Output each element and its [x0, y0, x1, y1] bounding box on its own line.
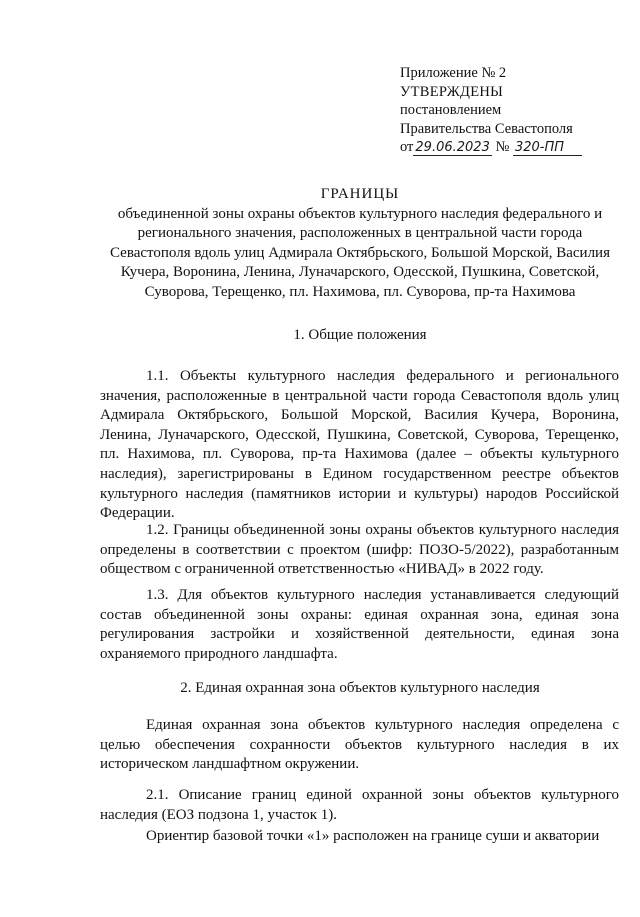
government-label: Правительства Севастополя — [400, 120, 573, 137]
resolution-date: 29.06.2023 — [415, 140, 490, 155]
paragraph-2-1-continuation: Ориентир базовой точки «1» расположен на границе суши и акватории — [146, 828, 600, 844]
document-title — [100, 185, 620, 302]
approved-label: УТВЕРЖДЕНЫ — [400, 83, 504, 100]
number-prefix: № — [495, 139, 510, 155]
resolution-label: постановлением — [400, 102, 502, 118]
resolution-date-line — [400, 138, 630, 158]
paragraph-1-1: 1.1. Объекты культурного наследия федерального и регионального значения, расположенные в центральной части города Севастополя вдоль улиц Адмирала Октябрьского, Большой Морской, Василия Кучера, Воронина, Ленина, Луначарского, Одесской, Пушкина, Советской, Суворова, Терещенко, пл. Нахимова, пл. Суворова, пр-та Нахимова (далее – объекты культурного наследия), зарегистрированы в Едином государственном реестре объектов культурного наследия (памятников истории и культуры) народов Российской Федерации. — [100, 368, 619, 522]
title-heading: ГРАНИЦЫ — [320, 186, 400, 202]
paragraph-2-intro: Единая охранная зона объектов культурного наследия определена с целью обеспечения сохранности объектов культурного наследия в их историческом ландшафтном окружении. — [100, 717, 619, 773]
appendix-number: Приложение № 2 — [400, 65, 507, 81]
paragraph-1-3: 1.3. Для объектов культурного наследия устанавливается следующий состав объединенной зоны охраны: единая охранная зона, единая зона регулирования застройки и хозяйственной деятельности, единая зона охраняемого природного ландшафта. — [100, 587, 619, 662]
approval-stamp — [400, 64, 630, 158]
section-1-heading: 1. Общие положения — [293, 327, 427, 343]
paragraph-1-2: 1.2. Границы объединенной зоны охраны объектов культурного наследия определены в соответствии с проектом (шифр: ПОЗО-5/2022), разработанным обществом с ограниченной ответственностью «НИВАД» в 2022 году. — [100, 522, 619, 578]
resolution-number: 320-ПП — [513, 140, 582, 156]
section-2-heading: 2. Единая охранная зона объектов культурного наследия — [180, 680, 540, 696]
from-prefix: от — [400, 139, 414, 155]
paragraph-2-1: 2.1. Описание границ единой охранной зоны объектов культурного наследия (ЕОЗ подзона 1, участок 1). — [100, 787, 619, 823]
title-subtitle: объединенной зоны охраны объектов культурного наследия федерального и регионального значения, расположенных в центральной части города Севастополя вдоль улиц Адмирала Октябрьского, Большой Морской, Василия Кучера, Воронина, Ленина, Луначарского, Одесской, Пушкина, Советской, Суворова, Терещенко, пл. Нахимова, пл. Суворова, пр-та Нахимова — [109, 205, 610, 300]
